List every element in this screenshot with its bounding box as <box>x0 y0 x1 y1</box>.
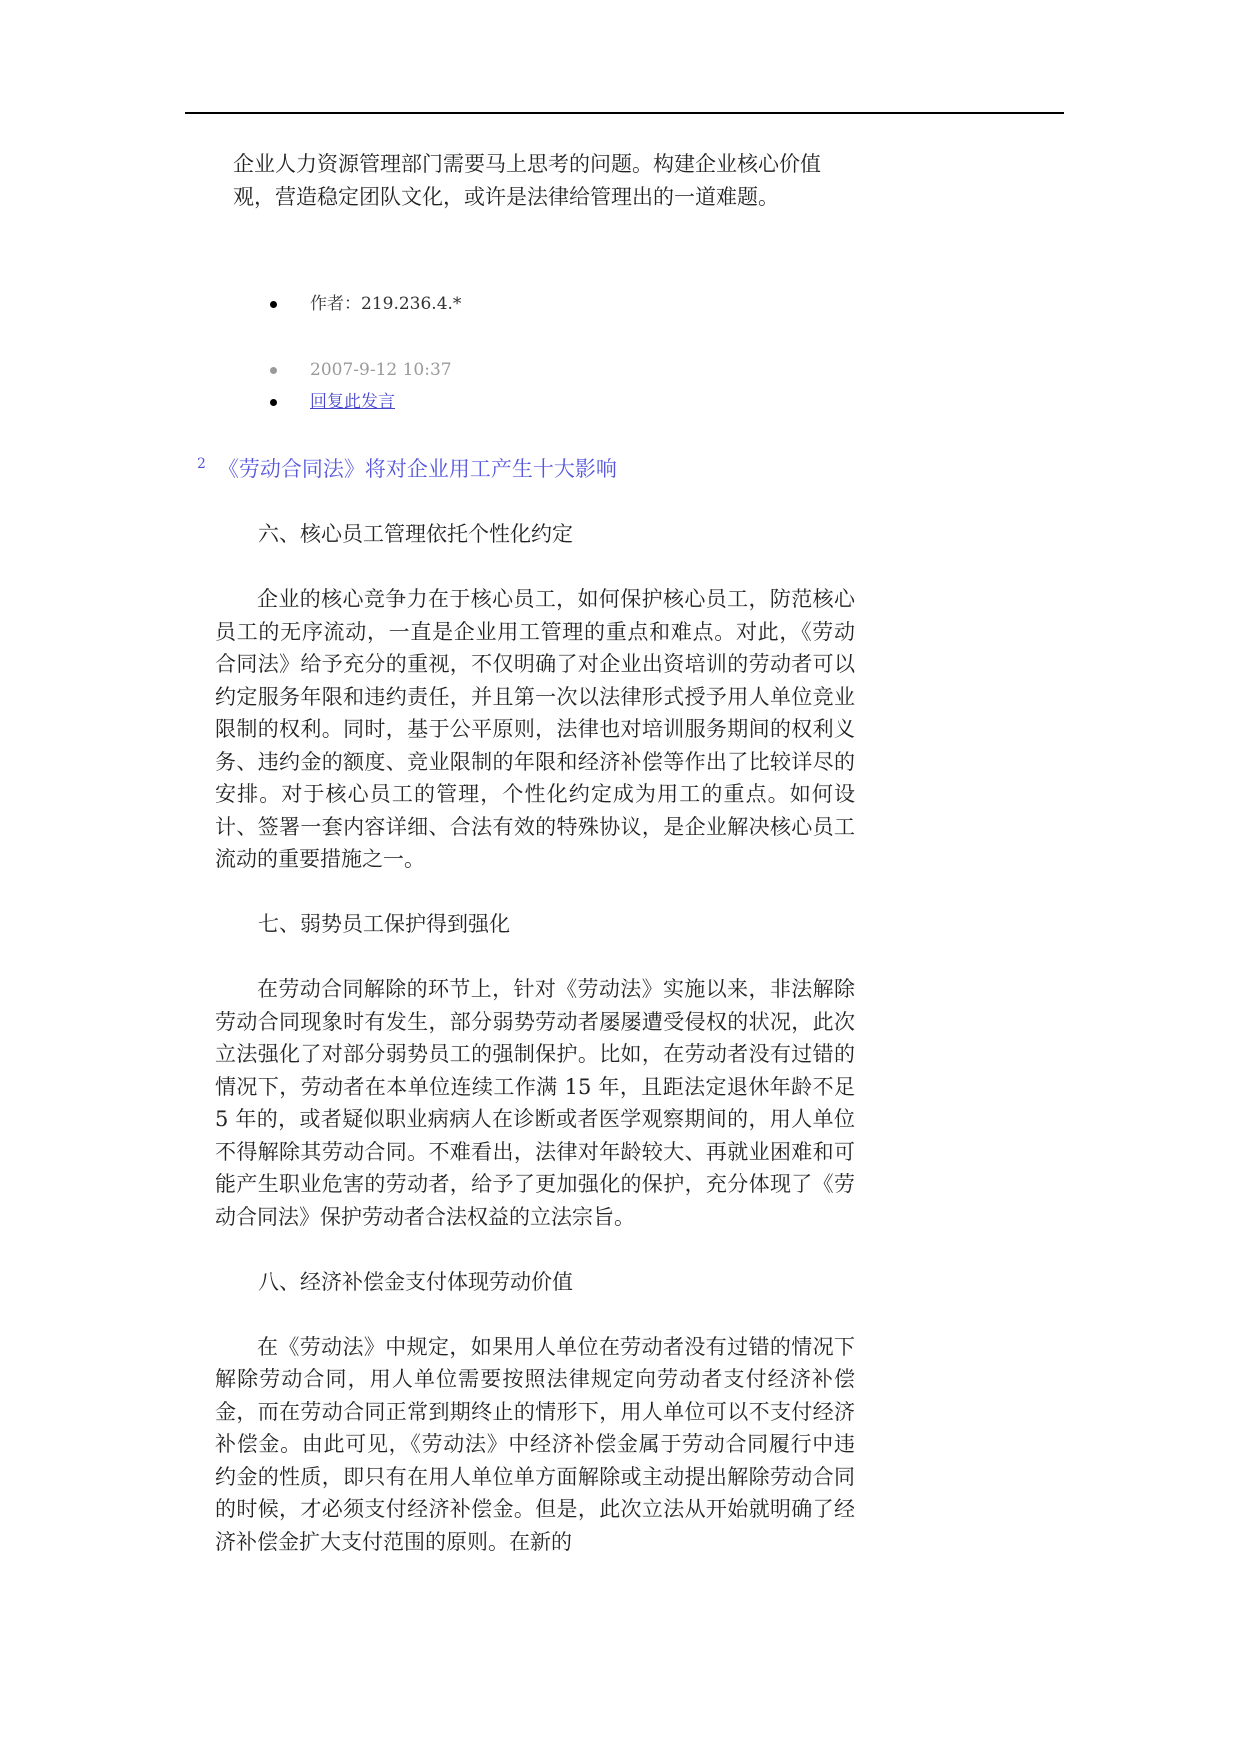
bullet-icon <box>270 399 277 406</box>
author-label: 作者：219.236.4.* <box>310 294 462 314</box>
section-paragraph-8: 在《劳动法》中规定，如果用人单位在劳动者没有过错的情况下解除劳动合同，用人单位需要按照法律规定向劳动者支付经济补偿金，而在劳动合同正常到期终止的情形下，用人单位可以不支付经济补偿金。由此可见，《劳动法》中经济补偿金属于劳动合同履行中违约金的性质，即只有在用人单位单方面解除或主动提出解除劳动合同的时候，才必须支付经济补偿金。但是，此次立法从开始就明确了经济补偿金扩大支付范围的原则。在新的 <box>215 1334 855 1554</box>
reply-link[interactable]: 回复此发言 <box>310 392 395 412</box>
article-body <box>215 518 855 1591</box>
section-heading-7: 七、弱势员工保护得到强化 <box>258 912 510 936</box>
bullet-icon <box>270 301 277 308</box>
post-date: 2007-9-12 10:37 <box>310 360 452 380</box>
section-paragraph-7: 在劳动合同解除的环节上，针对《劳动法》实施以来，非法解除劳动合同现象时有发生，部分弱势劳动者屡屡遭受侵权的状况，此次立法强化了对部分弱势员工的强制保护。比如，在劳动者没有过错的情况下，劳动者在本单位连续工作满 15 年，且距法定退休年龄不足 5 年的，或者疑似职业病病人在诊断或者医学观察期间的，用人单位不得解除其劳动合同。不难看出，法律对年龄较大、再就业困难和可能产生职业危害的劳动者，给予了更加强化的保护，充分体现了《劳动合同法》保护劳动者合法权益的立法宗旨。 <box>215 977 855 1229</box>
section-heading-6: 六、核心员工管理依托个性化约定 <box>258 522 573 546</box>
bullet-icon <box>270 367 277 374</box>
section-paragraph-6: 企业的核心竞争力在于核心员工，如何保护核心员工，防范核心员工的无序流动，一直是企业用工管理的重点和难点。对此，《劳动合同法》给予充分的重视，不仅明确了对企业出资培训的劳动者可以约定服务年限和违约责任，并且第一次以法律形式授予用人单位竞业限制的权利。同时，基于公平原则，法律也对培训服务期间的权利义务、违约金的额度、竞业限制的年限和经济补偿等作出了比较详尽的安排。对于核心员工的管理，个性化约定成为用工的重点。如何设计、签署一套内容详细、合法有效的特殊协议，是企业解决核心员工流动的重要措施之一。 <box>215 587 855 871</box>
top-divider <box>185 112 1064 114</box>
post-number: 2 <box>197 456 206 472</box>
post-title-link[interactable] <box>197 455 617 486</box>
post-title[interactable]: 《劳动合同法》将对企业用工产生十大影响 <box>217 457 617 481</box>
intro-paragraph: 企业人力资源管理部门需要马上思考的问题。构建企业核心价值观，营造稳定团队文化，或许是法律给管理出的一道难题。 <box>233 152 821 209</box>
section-heading-8: 八、经济补偿金支付体现劳动价值 <box>258 1269 573 1294</box>
previous-post-excerpt <box>233 148 853 214</box>
